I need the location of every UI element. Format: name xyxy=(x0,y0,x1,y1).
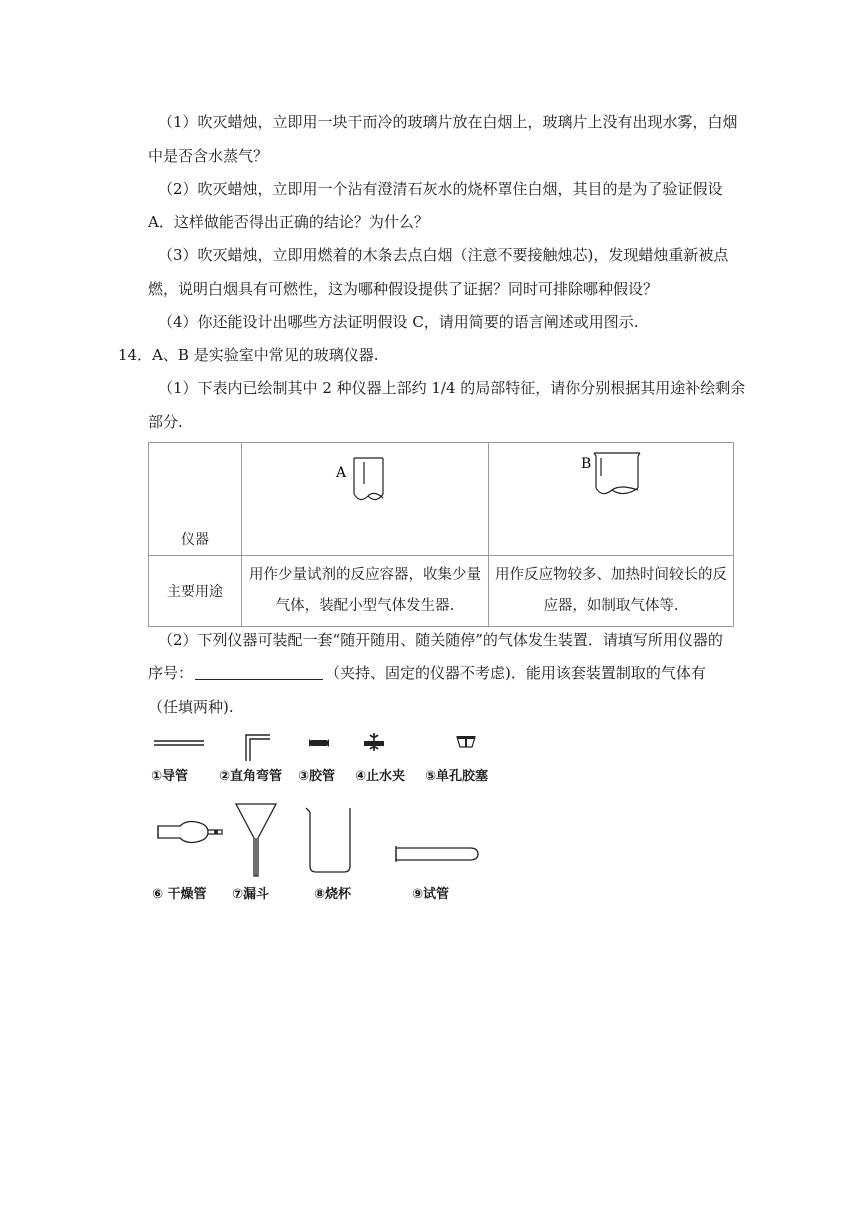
q14-part2-line3: （任填两种). xyxy=(148,698,234,716)
test-tube-icon xyxy=(396,846,478,862)
instrument-table xyxy=(148,442,734,627)
caption-test-tube: ⑨试管 xyxy=(412,887,450,902)
answer-blank[interactable] xyxy=(195,663,323,680)
q14-part2-line1: （2）下列仪器可装配一套“随开随用、随关随停”的气体发生装置．请填写所用仪器的 xyxy=(158,631,723,649)
beaker-partial-icon xyxy=(489,444,733,550)
caption-funnel: ⑦漏斗 xyxy=(232,887,270,902)
rubber-tube-icon xyxy=(309,739,329,747)
q13-part2-line2: A．这样做能否得出正确的结论？为什么？ xyxy=(148,213,429,231)
label-a: A xyxy=(336,465,347,481)
a-usage-line1: 用作少量试剂的反应容器，收集少量 xyxy=(249,567,481,583)
funnel-icon xyxy=(236,804,276,876)
drying-tube-icon xyxy=(158,822,222,843)
q13-part4: （4）你还能设计出哪些方法证明假设 C，请用简要的语言阐述或用图示. xyxy=(158,313,639,331)
caption-rubber-tube: ③胶管 xyxy=(298,769,336,784)
q13-part1-line1: （1）吹灭蜡烛，立即用一块干而冷的玻璃片放在白烟上，玻璃片上没有出现水雾，白烟 xyxy=(158,113,738,131)
caption-delivery-tube: ①导管 xyxy=(151,769,189,784)
b-usage-line2: 应器，如制取气体等. xyxy=(543,598,679,614)
right-angle-tube-icon xyxy=(246,735,270,761)
caption-beaker: ⑧烧杯 xyxy=(314,887,352,902)
q14-part1-line2: 部分. xyxy=(148,413,183,431)
q14-stem: 14．A、B 是实验室中常见的玻璃仪器. xyxy=(118,346,379,364)
table-label-instrument: 仪器 xyxy=(149,443,242,556)
q13-part3-line1: （3）吹灭蜡烛，立即用燃着的木条去点白烟（注意不要接触烛芯)，发现蜡烛重新被点 xyxy=(158,246,729,264)
q14-part2-line2: 序号： （夹持、固定的仪器不考虑)．能用该套装置制取的气体有 xyxy=(148,664,706,682)
water-stop-clamp-icon xyxy=(364,733,384,751)
instrument-b-usage xyxy=(489,556,734,627)
apparatus-row1-icons xyxy=(152,733,512,763)
a-usage-line2: 气体，装配小型气体发生器. xyxy=(275,598,455,614)
test-tube-partial-icon xyxy=(242,444,488,550)
b-usage-line1: 用作反应物较多、加热时间较长的反 xyxy=(495,567,727,583)
instrument-a-cell xyxy=(242,443,489,556)
delivery-tube-icon xyxy=(154,741,204,745)
instrument-b-cell xyxy=(489,443,734,556)
apparatus-row2-icons xyxy=(152,800,492,880)
caption-water-stop-clamp: ④止水夹 xyxy=(355,769,406,784)
q13-part3-line2: 燃，说明白烟具有可燃性，这为哪种假设提供了证据？同时可排除哪种假设？ xyxy=(148,280,659,298)
beaker-icon xyxy=(306,808,350,872)
single-hole-stopper-icon xyxy=(457,736,475,747)
caption-right-angle-tube: ②直角弯管 xyxy=(219,769,283,784)
q13-part2-line1: （2）吹灭蜡烛，立即用一个沾有澄清石灰水的烧杯罩住白烟，其目的是为了验证假设 xyxy=(158,180,723,198)
q13-part1-line2: 中是否含水蒸气？ xyxy=(148,147,269,165)
table-label-usage: 主要用途 xyxy=(149,556,242,627)
caption-single-hole-stopper: ⑤单孔胶塞 xyxy=(425,769,489,784)
instrument-a-usage xyxy=(242,556,489,627)
label-b: B xyxy=(581,456,592,472)
q14-part1-line1: （1）下表内已绘制其中 2 种仪器上部约 1/4 的局部特征，请你分别根据其用途补绘剩余 xyxy=(158,379,746,397)
caption-drying-tube: ⑥ 干燥管 xyxy=(152,887,207,902)
